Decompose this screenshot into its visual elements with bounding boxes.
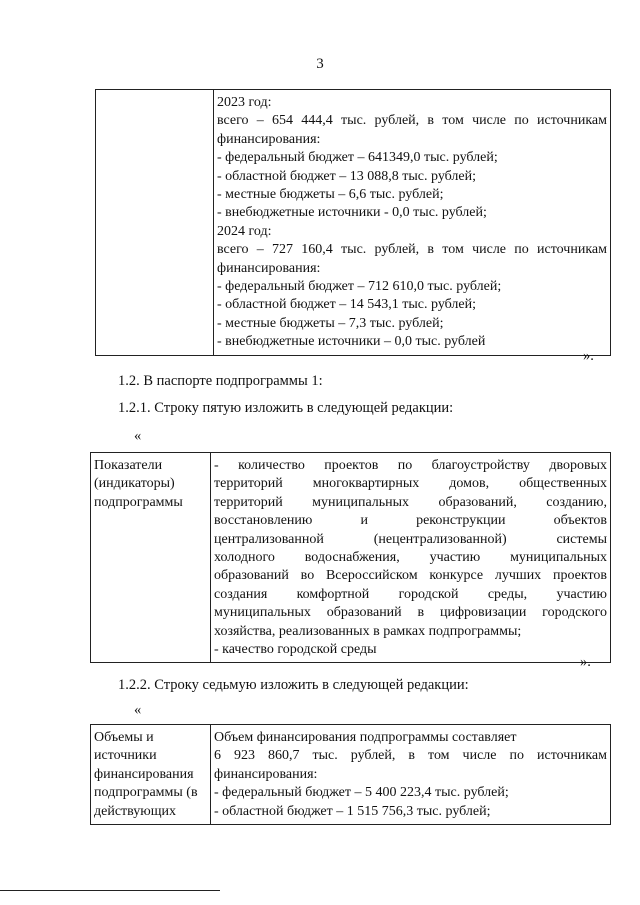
text-line: 2023 год: [217, 95, 272, 110]
text-line: - количество проектов по благоустройству дворовых [214, 458, 607, 473]
section-heading-1-2-1: 1.2.1. Строку пятую изложить в следующей редакции: [118, 400, 454, 416]
text-line: - качество городской среды [214, 642, 377, 658]
table1-left-cell [96, 90, 214, 356]
closing-quote: ». [583, 348, 594, 364]
text-line: Объем финансирования подпрограммы составляет [214, 730, 517, 745]
financing-content-cell [211, 725, 611, 825]
footer-rule [0, 890, 220, 891]
text-line: холодного водоснабжения, участию муниципальных [214, 550, 607, 566]
text-line: хозяйства, реализованных в рамках подпрограммы; [214, 623, 522, 639]
text-line: создания комфортной городской среды, участию [214, 586, 607, 602]
text-line: - федеральный бюджет – 712 610,0 тыс. рублей; [217, 279, 502, 295]
financing-table-continuation [95, 89, 611, 356]
text-line: финансирования: [214, 766, 318, 782]
text-line: - внебюджетные источники – 0,0 тыс. рублей [217, 334, 486, 350]
text-line: - федеральный бюджет – 641349,0 тыс. рублей; [217, 150, 498, 166]
label-line: действующих [94, 803, 177, 819]
text-line: - внебюджетные источники - 0,0 тыс. рублей; [217, 205, 487, 221]
text-line: муниципальных образований в цифровизации городского [214, 605, 607, 621]
table1-right-cell [214, 90, 611, 356]
text-line: - федеральный бюджет – 5 400 223,4 тыс. рублей; [214, 785, 509, 801]
indicators-content-cell [211, 453, 611, 663]
section-heading-1-2: 1.2. В паспорте подпрограммы 1: [118, 373, 323, 389]
text-line: - областной бюджет – 13 088,8 тыс. рублей; [217, 168, 476, 184]
label-line: подпрограммы [94, 494, 183, 510]
text-line: всего – 654 444,4 тыс. рублей, в том числе по источникам [217, 113, 607, 129]
financing-label-cell [91, 725, 211, 825]
text-line: - местные бюджеты – 7,3 тыс. рублей; [217, 315, 444, 331]
page-number: 3 [316, 56, 324, 72]
text-line: территорий муниципальных образований, созданию, [214, 494, 607, 510]
text-line: территорий многоквартирных домов, общественных [214, 476, 607, 492]
closing-quote: ». [580, 654, 591, 670]
label-line: Показатели [94, 458, 163, 473]
text-line: восстановлению и реконструкции объектов [214, 513, 607, 529]
text-line: - местные бюджеты – 6,6 тыс. рублей; [217, 187, 444, 203]
indicators-label-cell [91, 453, 211, 663]
text-line: финансирования: [217, 131, 321, 147]
label-line: финансирования [94, 766, 194, 782]
text-line: централизованной (нецентрализованной) системы [214, 531, 607, 547]
label-line: (индикаторы) [94, 476, 175, 492]
text-line: финансирования: [217, 260, 321, 276]
financing-volumes-table [90, 724, 611, 825]
text-line: образований во Всероссийском конкурсе лучших проектов [214, 568, 607, 584]
label-line: подпрограммы (в [94, 785, 198, 801]
text-line: - областной бюджет – 14 543,1 тыс. рублей; [217, 297, 476, 313]
text-line: 2024 год: [217, 223, 272, 239]
label-line: Объемы и [94, 730, 154, 745]
label-line: источники [94, 748, 157, 764]
text-line: всего – 727 160,4 тыс. рублей, в том числе по источникам [217, 242, 607, 258]
text-line: - областной бюджет – 1 515 756,3 тыс. рублей; [214, 803, 491, 819]
opening-quote: « [134, 702, 142, 718]
text-line: 6 923 860,7 тыс. рублей, в том числе по источникам [214, 748, 607, 764]
section-heading-1-2-2: 1.2.2. Строку седьмую изложить в следующей редакции: [118, 677, 469, 693]
opening-quote: « [134, 428, 142, 444]
indicators-table [90, 452, 611, 663]
